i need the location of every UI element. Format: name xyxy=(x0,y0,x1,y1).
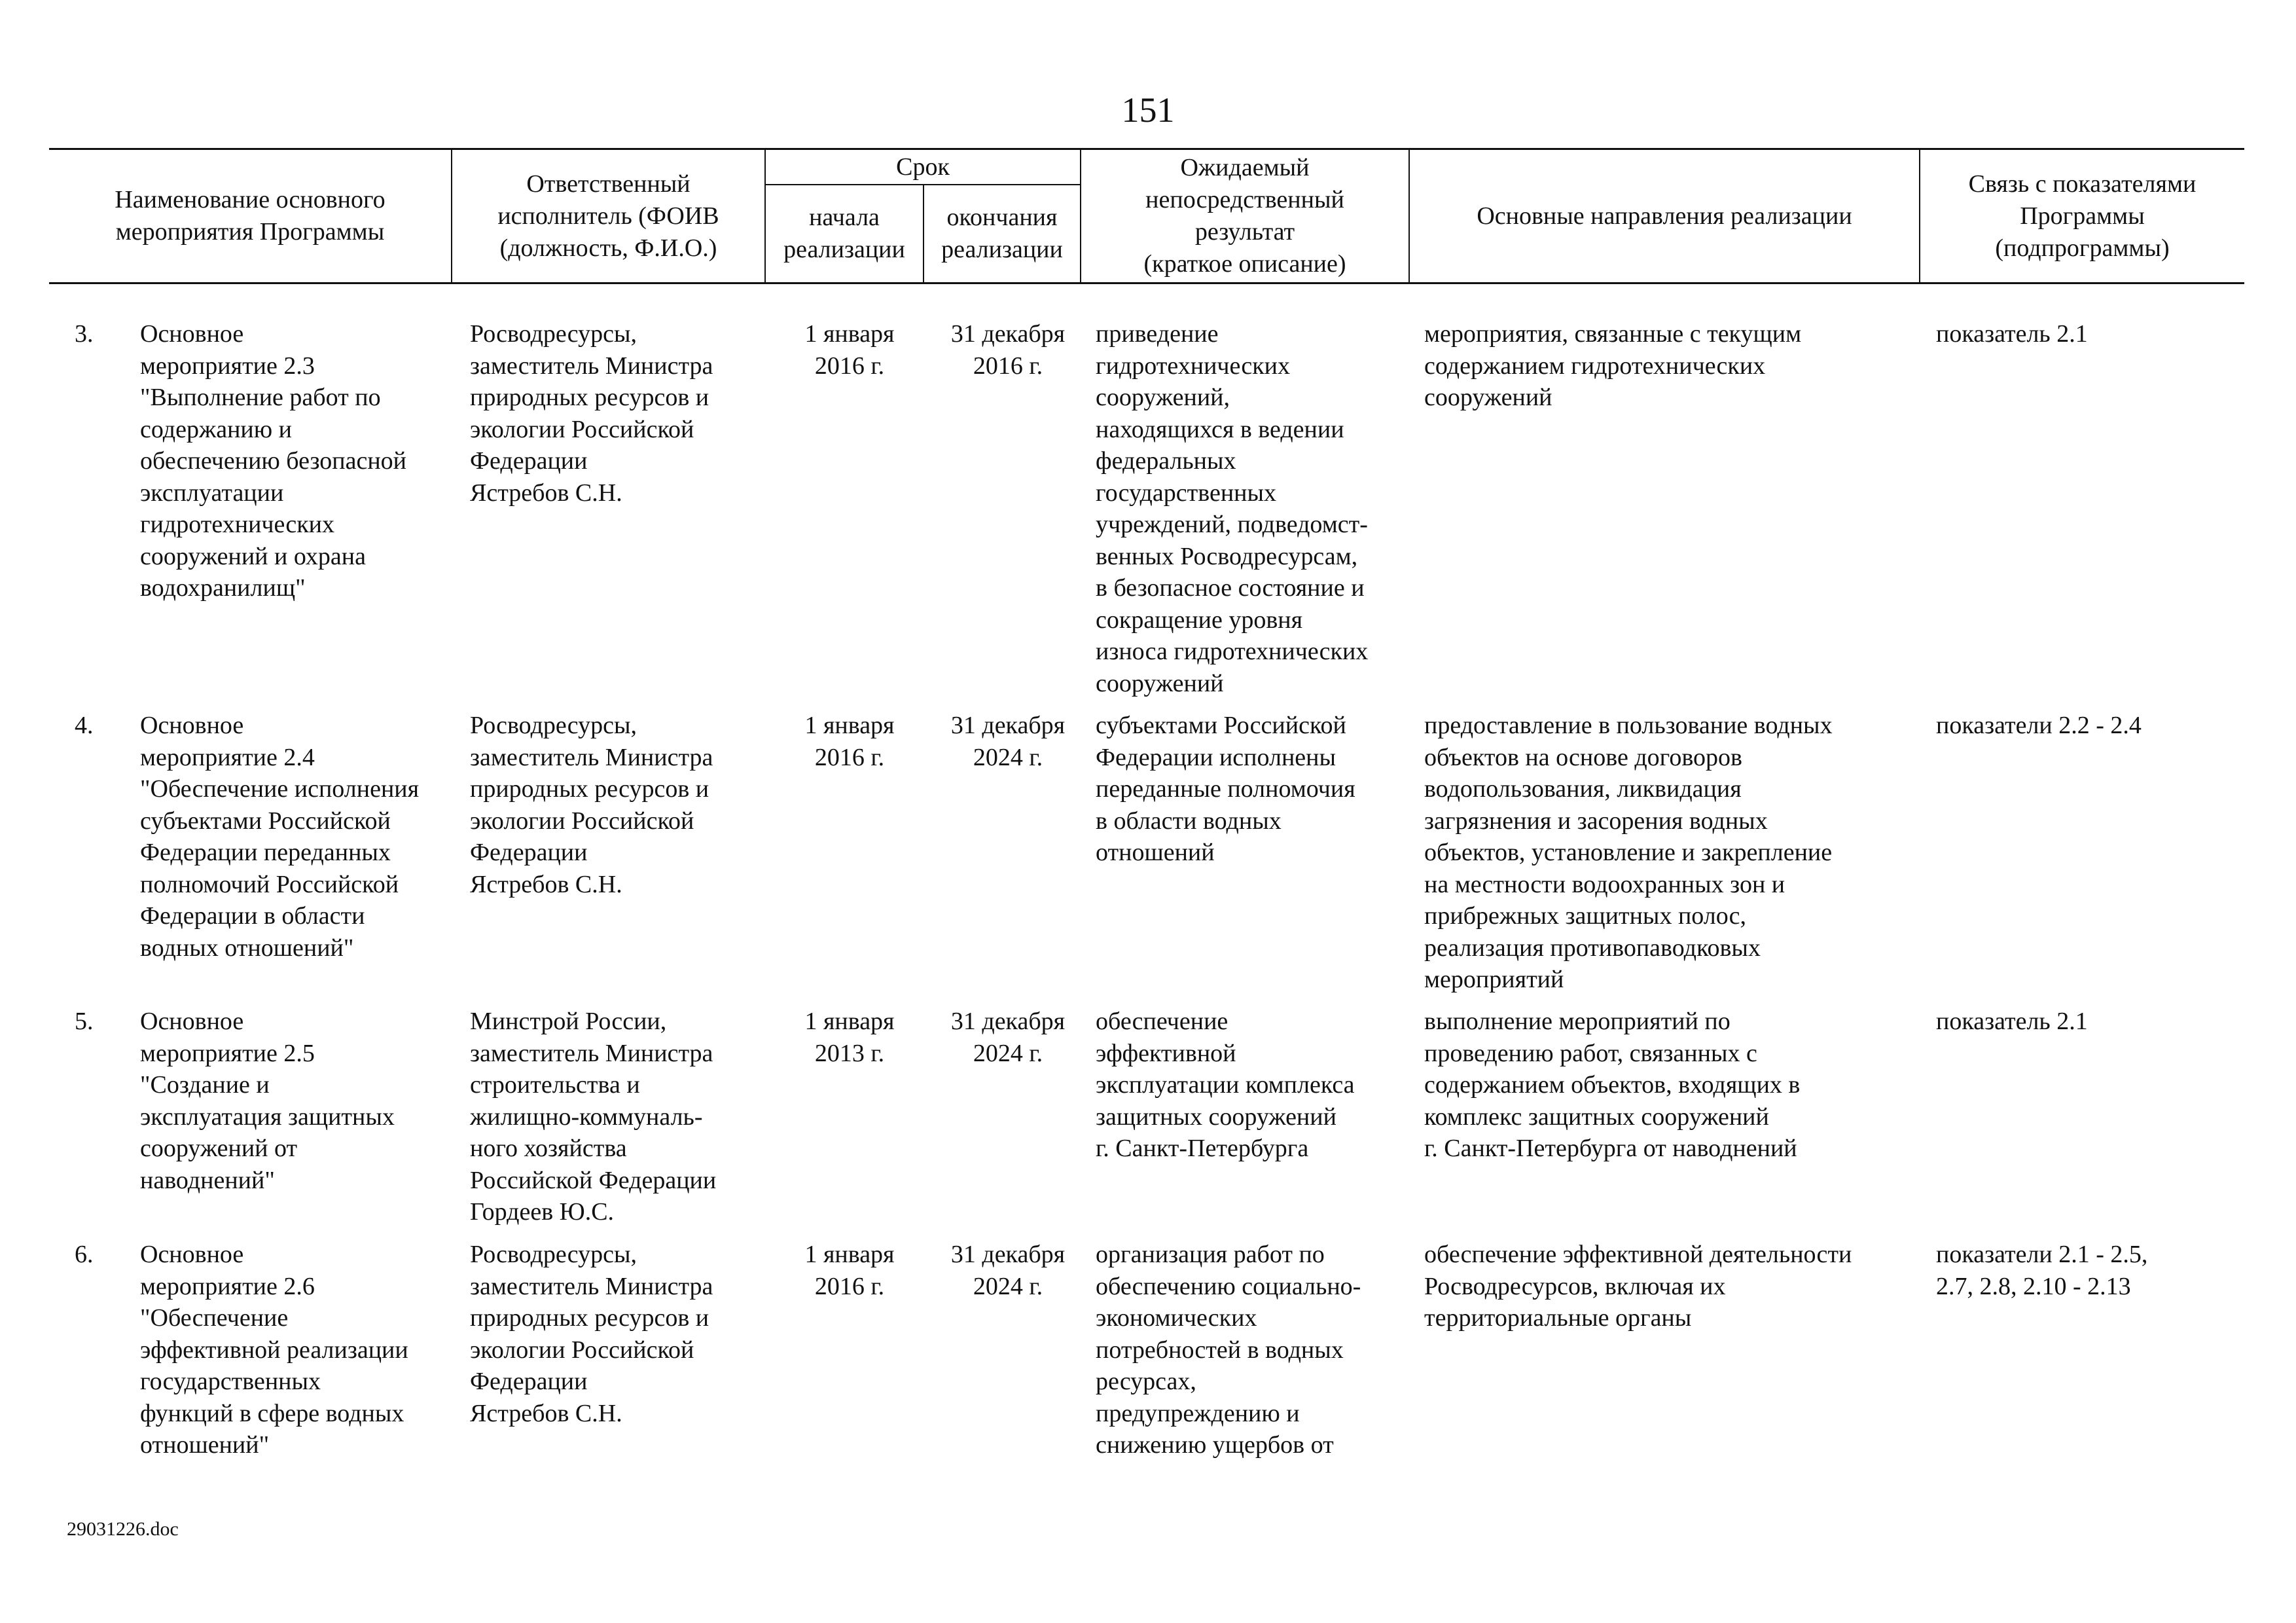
implementation-directions: мероприятия, связанные с текущим содержанием гидротехнических сооружений xyxy=(1424,320,1802,411)
row-number: 6. xyxy=(75,1241,94,1268)
row-number: 3. xyxy=(75,320,94,348)
header-name: Наименование основного мероприятия Программы xyxy=(115,186,386,246)
implementation-directions: выполнение мероприятий по проведению работ, связанных с содержанием объектов, входящих в комплекс защитных сооружений г. Санкт-Петербурга от наводнений xyxy=(1424,1008,1801,1162)
implementation-directions: обеспечение эффективной деятельности Росводресурсов, включая их территориальные органы xyxy=(1424,1241,1852,1332)
document-footer: 29031226.doc xyxy=(67,1518,179,1540)
header-start: начала реализации xyxy=(783,204,905,263)
implementation-directions: предоставление в пользование водных объектов на основе договоров водопользования, ликвидация загрязнения и засорения водных объектов, установление и закрепление на местности водоохранных зон и прибрежных защитных полос, реализация противопаводковых мероприятий xyxy=(1424,712,1833,993)
end-date: 31 декабря 2024 г. xyxy=(950,1241,1066,1300)
expected-result: субъектами Российской Федерации исполнены переданные полномочия в области водных отношений xyxy=(1096,712,1355,866)
expected-result: организация работ по обеспечению социально- экономических потребностей в водных ресурсах, предупреждению и снижению ущербов от xyxy=(1096,1241,1361,1459)
header-link: Связь с показателями Программы (подпрограммы) xyxy=(1968,170,2197,262)
start-date: 1 января 2016 г. xyxy=(804,320,895,380)
header-term: Срок xyxy=(896,153,950,181)
responsible-executor: Росводресурсы, заместитель Министра природных ресурсов и экологии Российской Федерации Ястребов С.Н. xyxy=(470,320,713,507)
header-end: окончания реализации xyxy=(941,204,1063,263)
start-date: 1 января 2016 г. xyxy=(804,712,895,771)
expected-result: обеспечение эффективной эксплуатации комплекса защитных сооружений г. Санкт-Петербурга xyxy=(1096,1008,1355,1162)
indicator-link: показатель 2.1 xyxy=(1936,1008,2088,1035)
start-date: 1 января 2016 г. xyxy=(804,1241,895,1300)
indicator-link: показатель 2.1 xyxy=(1936,320,2088,348)
indicator-link: показатели 2.2 - 2.4 xyxy=(1936,712,2142,739)
row-number: 5. xyxy=(75,1008,94,1035)
end-date: 31 декабря 2016 г. xyxy=(950,320,1066,380)
end-date: 31 декабря 2024 г. xyxy=(950,1008,1066,1067)
activity-name: Основное мероприятие 2.6 "Обеспечение эффективной реализации государственных функций в сфере водных отношений" xyxy=(140,1241,408,1459)
expected-result: приведение гидротехнических сооружений, находящихся в ведении федеральных государственных учреждений, подведомст- венных Росводресурсам, в безопасное состояние и сокращение уровня износа гидротехнических сооружений xyxy=(1096,320,1369,697)
header-result: Ожидаемый непосредственный результат (краткое описание) xyxy=(1143,154,1346,278)
start-date: 1 января 2013 г. xyxy=(804,1008,895,1067)
row-number: 4. xyxy=(75,712,94,739)
indicator-link: показатели 2.1 - 2.5, 2.7, 2.8, 2.10 - 2.13 xyxy=(1936,1241,2148,1300)
header-responsible: Ответственный исполнитель (ФОИВ (должность, Ф.И.О.) xyxy=(497,170,719,262)
header-directions: Основные направления реализации xyxy=(1477,202,1852,230)
end-date: 31 декабря 2024 г. xyxy=(950,712,1066,771)
table-header-rule xyxy=(49,282,2244,284)
responsible-executor: Росводресурсы, заместитель Министра природных ресурсов и экологии Российской Федерации Ястребов С.Н. xyxy=(470,712,713,898)
responsible-executor: Росводресурсы, заместитель Министра природных ресурсов и экологии Российской Федерации Ястребов С.Н. xyxy=(470,1241,713,1427)
activity-name: Основное мероприятие 2.4 "Обеспечение исполнения субъектами Российской Федерации переданных полномочий Российской Федерации в области водных отношений" xyxy=(140,712,420,962)
page-number: 151 xyxy=(1121,90,1175,130)
responsible-executor: Минстрой России, заместитель Министра строительства и жилищно-коммуналь- ного хозяйства Российской Федерации Гордеев Ю.С. xyxy=(470,1008,717,1226)
activity-name: Основное мероприятие 2.3 "Выполнение работ по содержанию и обеспечению безопасной эксплуатации гидротехнических сооружений и охрана водохранилищ" xyxy=(140,320,406,602)
activity-name: Основное мероприятие 2.5 "Создание и эксплуатация защитных сооружений от наводнений" xyxy=(140,1008,395,1194)
